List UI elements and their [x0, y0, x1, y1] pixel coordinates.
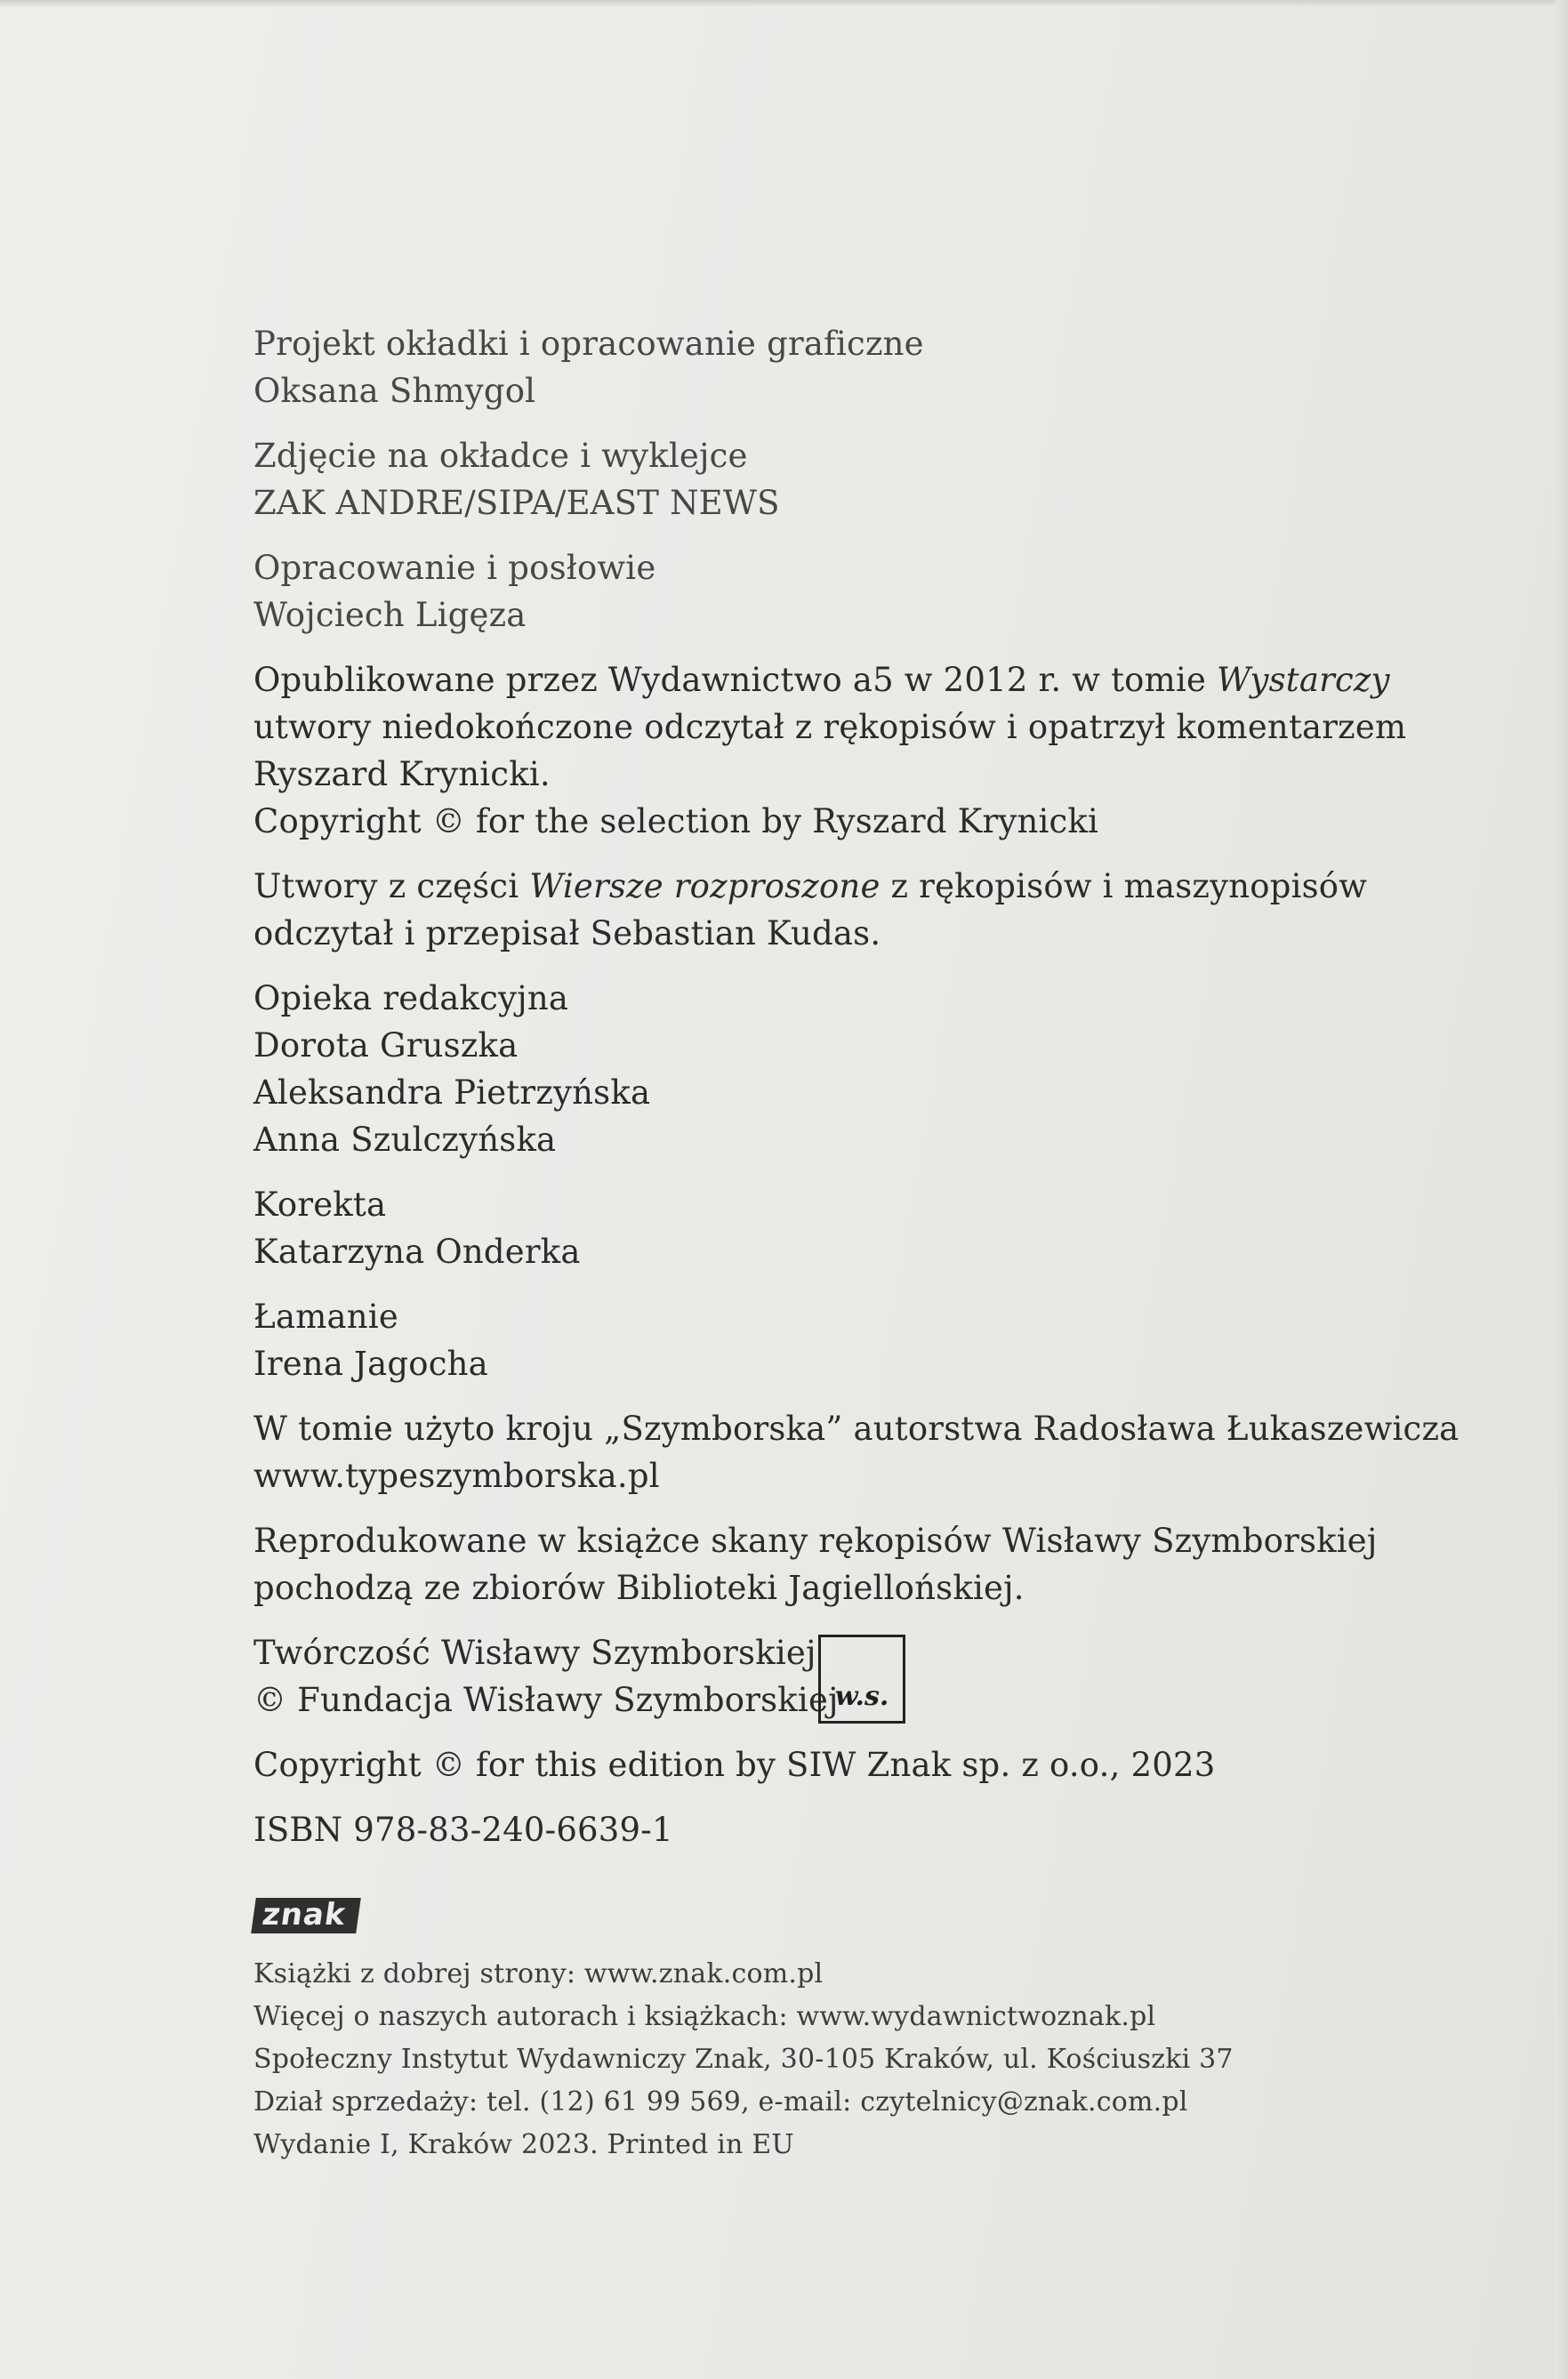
ws-monogram-text: w.s. — [834, 1681, 889, 1712]
publisher-line: Książki z dobrej strony: www.znak.com.pl — [253, 1958, 824, 1989]
publication-line-2: utwory niedokończone odczytał z rękopisów i opatrzył komentarzem — [253, 708, 1407, 746]
isbn-block — [253, 1806, 1410, 1853]
section-title: Wiersze rozproszone — [529, 867, 880, 905]
credit-name: ZAK ANDRE/SIPA/EAST NEWS — [253, 484, 780, 522]
imprint-content — [253, 320, 1459, 2166]
typesetter-name: Irena Jagocha — [253, 1345, 488, 1383]
publisher-line: Więcej o naszych autorach i książkach: www.wydawnictwoznak.pl — [253, 2001, 1156, 2032]
proofreader-name: Katarzyna Onderka — [253, 1233, 581, 1271]
edition-copyright — [253, 1741, 1410, 1788]
scattered-line-1: Utwory z części Wiersze rozproszone z rękopisów i maszynopisów — [253, 867, 1368, 905]
editorial-credit — [253, 975, 1410, 1163]
foundation-line-1: Twórczość Wisławy Szymborskiej — [253, 1634, 816, 1672]
foundation-line-2: © Fundacja Wisławy Szymborskiej — [253, 1681, 839, 1719]
book-title: Wystarczy — [1217, 661, 1390, 699]
afterword-credit — [253, 544, 1410, 639]
proofreading-credit — [253, 1181, 1410, 1275]
publisher-info — [253, 1953, 1410, 2166]
credit-name: Wojciech Ligęza — [253, 596, 527, 634]
cover-design-credit — [253, 320, 1410, 414]
publisher-line: Wydanie I, Kraków 2023. Printed in EU — [253, 2129, 794, 2160]
edition-copyright-text: Copyright © for this edition by SIW Znak sp. z o.o., 2023 — [253, 1746, 1216, 1784]
isbn-text: ISBN 978-83-240-6639-1 — [253, 1811, 673, 1849]
publication-line-3: Ryszard Krynicki. — [253, 755, 551, 793]
scans-line-1: Reprodukowane w książce skany rękopisów Wisławy Szymborskiej — [253, 1522, 1378, 1560]
editor-name: Dorota Gruszka — [253, 1026, 519, 1065]
cover-photo-credit — [253, 432, 1410, 526]
credit-name: Oksana Shmygol — [253, 372, 536, 410]
ws-monogram-stamp — [818, 1635, 905, 1724]
scattered-poems-note — [253, 863, 1410, 957]
page-right-edge — [1556, 0, 1568, 2379]
scattered-line-2: odczytał i przepisał Sebastian Kudas. — [253, 914, 881, 952]
publication-note — [253, 656, 1410, 845]
scans-line-2: pochodzą ze zbiorów Biblioteki Jagiellońskiej. — [253, 1569, 1025, 1607]
publication-line-1: Opublikowane przez Wydawnictwo a5 w 2012 r. w tomie Wystarczy — [253, 661, 1390, 699]
page-top-edge — [0, 0, 1568, 7]
credit-label: Projekt okładki i opracowanie graficzne — [253, 325, 924, 363]
typesetting-credit — [253, 1293, 1410, 1387]
credit-label: Opracowanie i posłowie — [253, 549, 656, 587]
publisher-line: Dział sprzedaży: tel. (12) 61 99 569, e-mail: czytelnicy@znak.com.pl — [253, 2086, 1188, 2118]
editorial-heading: Opieka redakcyjna — [253, 979, 569, 1017]
selection-copyright: Copyright © for the selection by Ryszard Krynicki — [253, 802, 1099, 840]
credit-label: Zdjęcie na okładce i wyklejce — [253, 437, 748, 475]
typesetting-heading: Łamanie — [253, 1298, 398, 1336]
proofreading-heading: Korekta — [253, 1185, 387, 1224]
editor-name: Aleksandra Pietrzyńska — [253, 1073, 651, 1112]
publisher-line: Społeczny Instytut Wydawniczy Znak, 30-105 Kraków, ul. Kościuszki 37 — [253, 2044, 1234, 2075]
typeface-line: W tomie użyto kroju „Szymborska” autorstwa Radosława Łukaszewicza — [253, 1410, 1459, 1448]
scans-note — [253, 1517, 1410, 1611]
foundation-note — [253, 1629, 1410, 1724]
znak-logo: znak — [251, 1898, 360, 1933]
typeface-note — [253, 1405, 1459, 1499]
editor-name: Anna Szulczyńska — [253, 1121, 557, 1159]
typeface-url: www.typeszymborska.pl — [253, 1457, 660, 1495]
